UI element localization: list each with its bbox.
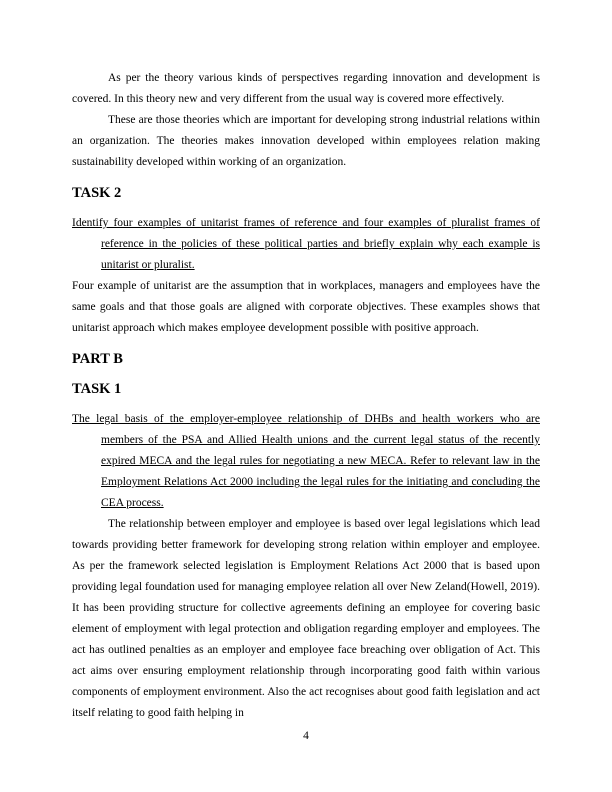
partb-heading: PART B <box>72 351 123 367</box>
task2-answer: Four example of unitarist are the assumption that in workplaces, managers and employees have the same goals and that those goals are aligned with corporate objectives. These examples shows that unitarist approach which makes employee development possible with positive approach. <box>72 280 540 334</box>
task1-heading: TASK 1 <box>72 381 122 397</box>
intro-paragraph-2: These are those theories which are important for developing strong industrial relations within an organization. The theories makes innovation developed within employees relation making sustainability developed within working of an organization. <box>72 114 540 168</box>
task2-heading: TASK 2 <box>72 185 122 201</box>
intro-paragraph-1: As per the theory various kinds of perspectives regarding innovation and development is covered. In this theory new and very different from the usual way is covered more effectively. <box>72 72 540 105</box>
page-body <box>72 68 540 724</box>
page-number: 4 <box>303 730 309 742</box>
task1-question: The legal basis of the employer-employee relationship of DHBs and health workers who are members of the PSA and Allied Health unions and the current legal status of the recently expired MECA and the legal rules for negotiating a new MECA. Refer to relevant law in the Employment Relations Act 2000 including the legal rules for the initiating and concluding the CEA process. <box>72 413 540 509</box>
task2-question: Identify four examples of unitarist frames of reference and four examples of pluralist frames of reference in the policies of these political parties and briefly explain why each example is unitarist or pluralist. <box>72 217 540 271</box>
task1-answer: The relationship between employer and employee is based over legal legislations which lead towards providing better framework for developing strong relation within employer and employee. As per the framework selected legislation is Employment Relations Act 2000 that is based upon providing legal foundation used for managing employee relation all over New Zeland(Howell, 2019). It has been providing structure for collective agreements defining an employee for covering basic element of employment with legal protection and obligation regarding employer and employees. The act has outlined penalties as an employer and employee face breaching over obligation of Act. This act aims over ensuring employment relationship through incorporating good faith within various components of employment environment. Also the act recognises about good faith legislation and act itself relating to good faith helping in <box>72 518 540 719</box>
